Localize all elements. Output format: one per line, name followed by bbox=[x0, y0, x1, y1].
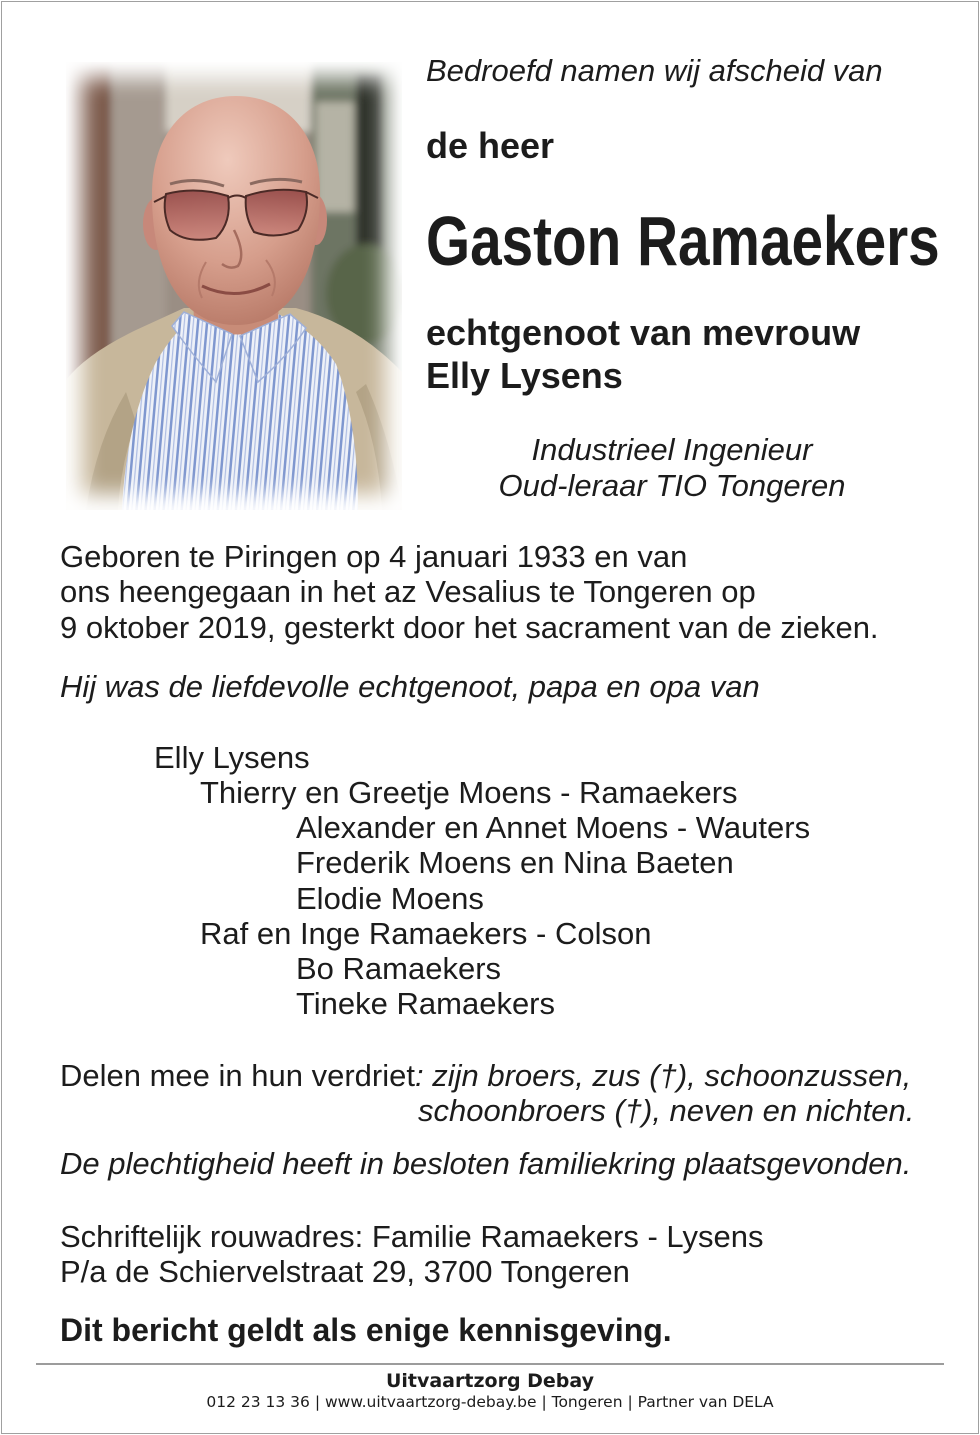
title-line: Oud-leraar TIO Tongeren bbox=[498, 468, 846, 504]
family-grandchild: Elodie Moens bbox=[296, 880, 484, 916]
footer-phone: 012 23 13 36 bbox=[206, 1392, 310, 1411]
funeral-company-name: Uitvaartzorg Debay bbox=[385, 1370, 595, 1393]
intro-line: Bedroefd namen wij afscheid van bbox=[426, 53, 883, 89]
footer-separator: | bbox=[627, 1392, 633, 1411]
footer-separator: | bbox=[314, 1392, 321, 1411]
professional-titles bbox=[426, 432, 918, 504]
biography-line: ons heengegaan in het az Vesalius te Tongeren op bbox=[60, 574, 756, 609]
ceremony-note: De plechtigheid heeft in besloten familiekring plaatsgevonden. bbox=[60, 1146, 912, 1182]
spouse-name: Elly Lysens bbox=[426, 355, 623, 396]
spouse-prefix: echtgenoot van mevrouw bbox=[426, 312, 861, 353]
biography-line: Geboren te Piringen op 4 januari 1933 en van bbox=[60, 538, 688, 574]
family-grandchild: Tineke Ramaekers bbox=[296, 986, 556, 1022]
family-child: Thierry en Greetje Moens - Ramaekers bbox=[200, 774, 738, 810]
spouse-block bbox=[426, 311, 860, 397]
title-line: Industrieel Ingenieur bbox=[531, 432, 813, 468]
family-grandchild: Alexander en Annet Moens - Wauters bbox=[296, 810, 811, 846]
family-spouse: Elly Lysens bbox=[154, 739, 310, 775]
footer-contact-line bbox=[0, 1393, 980, 1411]
family-grandchild: Frederik Moens en Nina Baeten bbox=[296, 845, 734, 881]
sharing-label: Delen mee in hun verdriet bbox=[60, 1057, 415, 1093]
biography-line: 9 oktober 2019, gesterkt door het sacrament van de zieken. bbox=[60, 609, 879, 645]
family-child: Raf en Inge Ramaekers - Colson bbox=[200, 915, 652, 951]
sharing-relatives-2: schoonbroers (†), neven en nichten. bbox=[418, 1092, 915, 1128]
honorific: de heer bbox=[426, 124, 555, 166]
family-grandchild: Bo Ramaekers bbox=[296, 951, 502, 987]
deceased-name-block bbox=[426, 203, 946, 279]
deceased-name: Gaston Ramaekers bbox=[426, 202, 940, 280]
footer-partner: Partner van DELA bbox=[637, 1392, 774, 1411]
family-intro: Hij was de liefdevolle echtgenoot, papa en opa van bbox=[60, 668, 760, 704]
closing-statement: Dit bericht geldt als enige kennisgeving. bbox=[60, 1311, 672, 1348]
biography bbox=[60, 539, 879, 646]
footer-city: Tongeren bbox=[551, 1392, 623, 1411]
footer-website: www.uitvaartzorg-debay.be bbox=[325, 1392, 537, 1411]
mourning-address bbox=[60, 1219, 763, 1289]
address-line: Schriftelijk rouwadres: Familie Ramaekers - Lysens bbox=[60, 1218, 764, 1254]
family-list bbox=[60, 740, 810, 1022]
address-line: P/a de Schiervelstraat 29, 3700 Tongeren bbox=[60, 1253, 630, 1289]
portrait-photo bbox=[66, 62, 402, 510]
footer-divider bbox=[36, 1363, 944, 1365]
photo-vignette bbox=[66, 62, 402, 510]
sharing-relatives-1: : zijn broers, zus (†), schoonzussen, bbox=[414, 1057, 912, 1093]
sharing-grief bbox=[60, 1058, 914, 1128]
sharing-line-1 bbox=[60, 1058, 914, 1093]
footer-separator: | bbox=[541, 1392, 547, 1411]
